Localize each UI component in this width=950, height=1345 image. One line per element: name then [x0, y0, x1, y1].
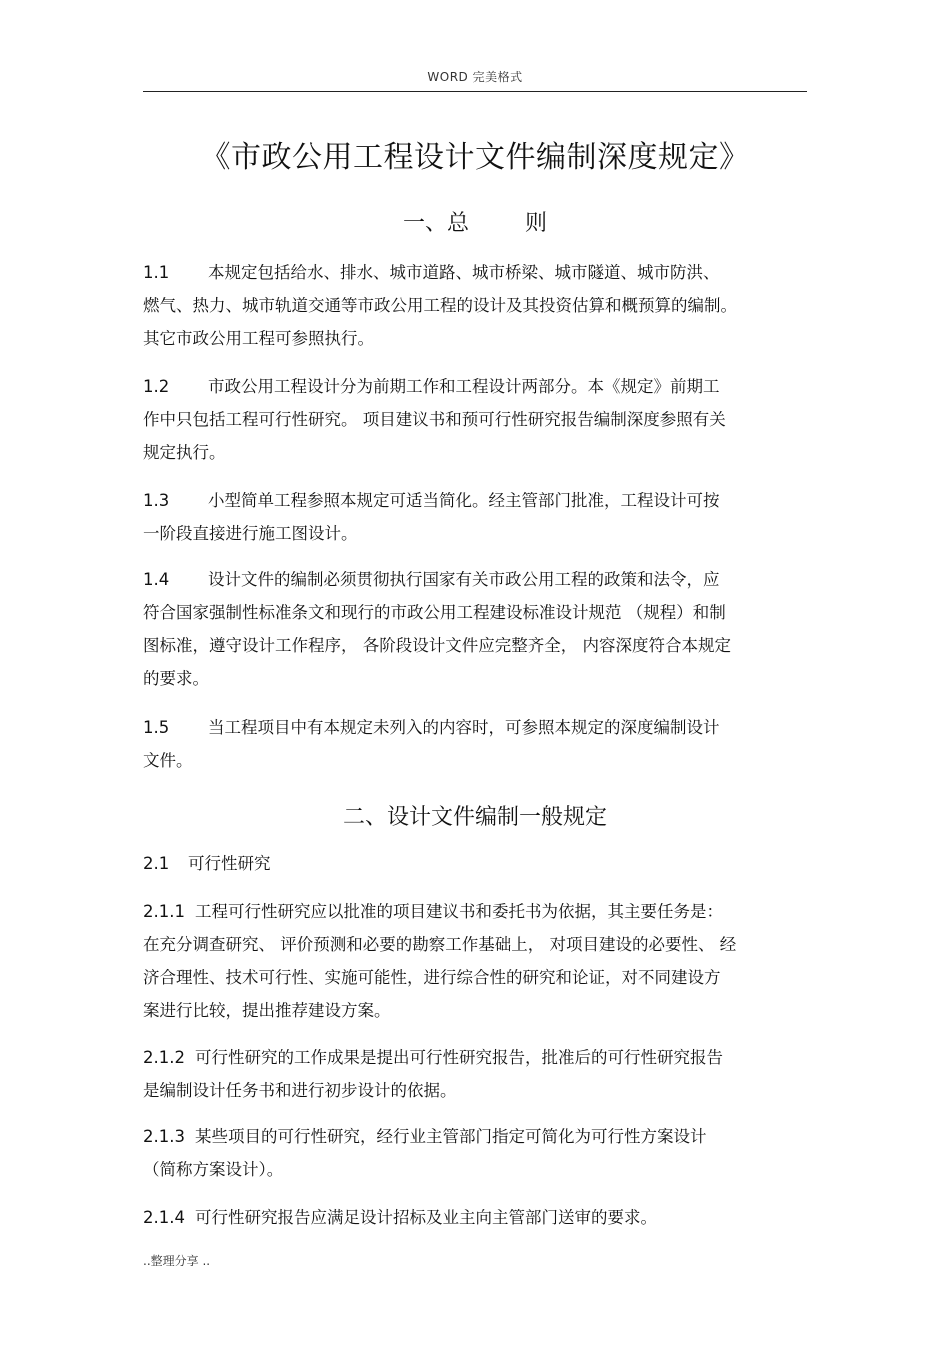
clause-2-1 — [143, 847, 813, 880]
clause-line: 一阶段直接进行施工图设计。 — [143, 524, 358, 543]
clause-line: 作中只包括工程可行性研究。 项目建议书和预可行性研究报告编制深度参照有关 — [143, 410, 726, 429]
clause-text: 工程可行性研究应以批准的项目建议书和委托书为依据，其主要任务是： — [195, 902, 723, 921]
clause-number: 1.2 — [143, 377, 170, 396]
clause-2-1-2 — [143, 1041, 813, 1107]
page-footer: ..整理分享 .. — [143, 1254, 211, 1268]
clause-2-1-3 — [143, 1120, 813, 1186]
clause-line — [143, 563, 813, 596]
clause-line — [143, 847, 813, 880]
clause-number: 1.1 — [143, 263, 170, 282]
clause-line: 其它市政公用工程可参照执行。 — [143, 329, 374, 348]
clause-1-2 — [143, 370, 813, 469]
clause-line — [143, 1041, 813, 1074]
clause-number: 1.4 — [143, 570, 170, 589]
clause-number: 2.1.4 — [143, 1208, 185, 1227]
section-heading-part-1: 一、总 — [402, 211, 469, 236]
clause-line — [143, 484, 813, 517]
clause-number: 1.3 — [143, 491, 170, 510]
clause-line: 案进行比较，提出推荐建设方案。 — [143, 1001, 391, 1020]
clause-text: 可行性研究报告应满足设计招标及业主向主管部门送审的要求。 — [195, 1208, 657, 1227]
clause-number: 2.1 — [143, 854, 170, 873]
clause-text: 本规定包括给水、排水、城市道路、城市桥梁、城市隧道、城市防洪、 — [208, 263, 720, 282]
clause-text: 当工程项目中有本规定未列入的内容时，可参照本规定的深度编制设计 — [208, 718, 720, 737]
clause-line: 济合理性、技术可行性、实施可能性，进行综合性的研究和论证，对不同建设方 — [143, 968, 721, 987]
clause-line: 符合国家强制性标准条文和现行的市政公用工程建设标准设计规范 （规程）和制 — [143, 603, 726, 622]
clause-text: 市政公用工程设计分为前期工作和工程设计两部分。本《规定》前期工 — [208, 377, 720, 396]
section-heading-part-2: 则 — [525, 211, 548, 236]
clause-line: 规定执行。 — [143, 443, 226, 462]
clause-number: 2.1.2 — [143, 1048, 185, 1067]
clause-text: 可行性研究 — [188, 854, 271, 873]
clause-line: 的要求。 — [143, 669, 209, 688]
clause-1-4 — [143, 563, 813, 695]
clause-line: 图标准，遵守设计工作程序， 各阶段设计文件应完整齐全， 内容深度符合本规定 — [143, 636, 731, 655]
clause-2-1-4 — [143, 1201, 813, 1234]
clause-2-1-1 — [143, 895, 813, 1027]
clause-line — [143, 370, 813, 403]
clause-line — [143, 256, 813, 289]
clause-line: 在充分调查研究、 评价预测和必要的勘察工作基础上， 对项目建设的必要性、 经 — [143, 935, 737, 954]
clause-line — [143, 1201, 813, 1234]
page-header: WORD 完美格式 — [427, 70, 523, 84]
clause-number: 2.1.3 — [143, 1127, 185, 1146]
clause-text: 设计文件的编制必须贯彻执行国家有关市政公用工程的政策和法令，应 — [208, 570, 720, 589]
clause-1-5 — [143, 711, 813, 777]
clause-line — [143, 711, 813, 744]
clause-line: 是编制设计任务书和进行初步设计的依据。 — [143, 1081, 457, 1100]
clause-text: 可行性研究的工作成果是提出可行性研究报告，批准后的可行性研究报告 — [195, 1048, 723, 1067]
header-divider — [143, 91, 807, 92]
clause-number: 2.1.1 — [143, 902, 185, 921]
clause-line: 文件。 — [143, 751, 193, 770]
document-title: 《市政公用工程设计文件编制深度规定》 — [200, 140, 750, 175]
clause-line — [143, 895, 813, 928]
section-heading-general — [0, 206, 950, 237]
clause-1-1 — [143, 256, 813, 355]
clause-text: 小型简单工程参照本规定可适当简化。经主管部门批准，工程设计可按 — [208, 491, 720, 510]
clause-text: 某些项目的可行性研究，经行业主管部门指定可简化为可行性方案设计 — [195, 1127, 707, 1146]
clause-line: 燃气、热力、城市轨道交通等市政公用工程的设计及其投资估算和概预算的编制。 — [143, 296, 737, 315]
section-heading-design-rules: 二、设计文件编制一般规定 — [342, 805, 607, 830]
clause-line — [143, 1120, 813, 1153]
clause-1-3 — [143, 484, 813, 550]
clause-line: （简称方案设计）。 — [143, 1160, 284, 1179]
clause-number: 1.5 — [143, 718, 170, 737]
